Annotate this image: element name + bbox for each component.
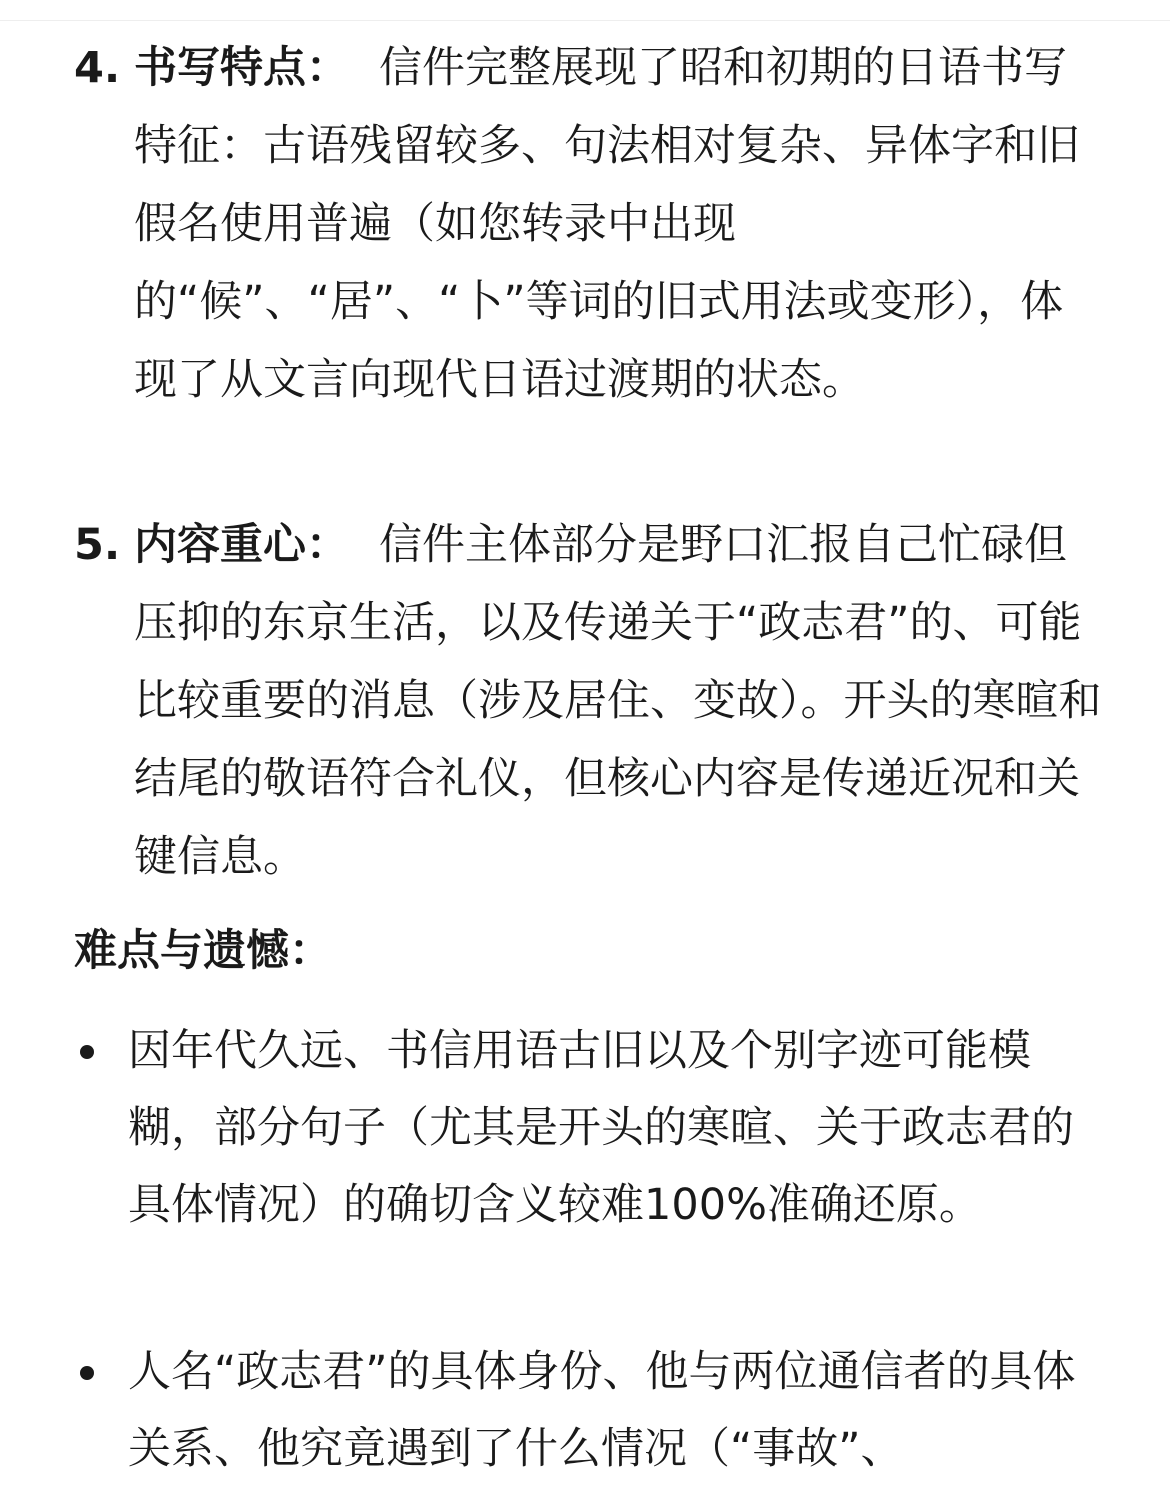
item-title: 内容重心： [134, 520, 349, 570]
item-body [134, 29, 1104, 419]
item-text: 信件完整展现了昭和初期的日语书写特征：古语残留较多、句法相对复杂、异体字和旧假名使用普遍（如您转录中出现的“候”、“居”、“卜”等词的旧式用法或变形），体现了从文言向现代日语过渡期的状态。 [134, 43, 1080, 405]
bullet-text: 因年代久远、书信用语古旧以及个别字迹可能模糊，部分句子（尤其是开头的寒暄、关于政志君的具体情况）的确切含义较难100%准确还原。 [128, 1026, 1074, 1230]
item-text: 信件主体部分是野口汇报自己忙碌但压抑的东京生活，以及传递关于“政志君”的、可能比较重要的消息（涉及居住、变故）。开头的寒暄和结尾的敬语符合礼仪，但核心内容是传递近况和关键信息。 [134, 520, 1102, 882]
bullet-dot-icon [80, 1045, 94, 1059]
item-number: 5. [74, 520, 121, 570]
bullet-dot-icon [80, 1366, 94, 1380]
item-number: 4. [74, 43, 121, 93]
section-heading: 难点与遗憾： [74, 926, 332, 976]
bullet-text: 人名“政志君”的具体身份、他与两位通信者的具体关系、他究竟遇到了什么情况（“事故”、 [128, 1347, 1076, 1474]
item-title: 书写特点： [134, 43, 349, 93]
item-body [134, 506, 1104, 896]
